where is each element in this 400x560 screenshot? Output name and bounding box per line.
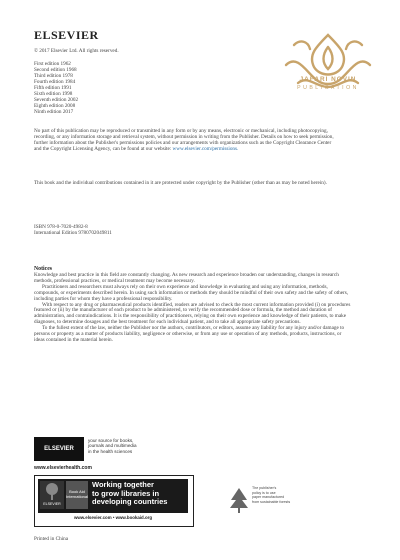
- copyright-line: © 2017 Elsevier Ltd. All rights reserved.: [34, 48, 119, 54]
- isbn: ISBN 978-0-7020-4982-8: [34, 224, 88, 230]
- wt-bookaid-logo: [66, 481, 88, 509]
- edition-item: Seventh edition 2002: [34, 97, 79, 103]
- notice-paragraph: Knowledge and best practice in this field are constantly changing. As new research and experience broaden our understanding, changes in research methods, professional practices, or medical treatment may become necessary.: [34, 272, 339, 284]
- rights-paragraph: [34, 128, 334, 152]
- edition-item: Fourth edition 1984: [34, 79, 76, 85]
- elsevier-health-logo: ELSEVIER: [34, 437, 84, 461]
- permissions-link[interactable]: www.elsevier.com/permissions.: [172, 146, 239, 152]
- wt-line: Working together: [92, 480, 154, 489]
- notice-paragraph: With respect to any drug or pharmaceutical products identified, readers are advised to check the most current information provided (i) on procedures featured or (ii) by the manufacturer of each product to be administered, to verify the recommended dose or formula, the method and duration of administration, and contraindications. It is the responsibility of practitioners, relying on their own experience and knowledge of their patients, to make diagnoses, to determine dosages and the best treatment for each individual patient, and to take all appropriate safety precautions.: [34, 301, 351, 326]
- forest-policy: [252, 486, 302, 504]
- forest-line: The publisher's: [252, 486, 277, 490]
- edition-item: Ninth edition 2017: [34, 109, 74, 115]
- edition-item: Fifth edition 1991: [34, 85, 72, 91]
- notices-body: [34, 273, 352, 344]
- wt-urls: www.elsevier.com • www.bookaid.org: [73, 515, 153, 520]
- tagline-line: journals and multimedia: [88, 443, 137, 449]
- edition-item: Third edition 1978: [34, 73, 73, 79]
- edition-list: [34, 61, 78, 115]
- printed-in: Printed in China: [34, 536, 69, 542]
- watermark-sub: PUBLICATION: [297, 85, 359, 91]
- edition-item: Eighth edition 2008: [34, 103, 76, 109]
- forest-tree-icon: [228, 486, 250, 514]
- working-together-heading: [92, 481, 188, 507]
- forest-line: from sustainable forests: [252, 499, 291, 504]
- watermark-name: JAFARI NOVIN: [299, 76, 357, 83]
- edition-item: Second edition 1968: [34, 67, 77, 73]
- international-edition: International Edition 9780702049811: [34, 230, 112, 236]
- rights-text: No part of this publication may be reproduced or transmitted in any form or by any means, electronic or mechanical, including photocopying, recording, or any information storage and retrieval system, without permission in writing from the Publisher. Details on how to seek permission, further information about the Publisher's permissions policies and our arrangements with organizations such as the Copyright Clearance Center and the Copyright Licensing Agency, can be found at our website:: [34, 128, 334, 152]
- notice-paragraph: Practitioners and researchers must always rely on their own experience and knowledge in evaluating and using any information, methods, compounds, or experiments described herein. In using such information or methods they should be mindful of their own safety and the safety of others, including parties for whom they have a professional responsibility.: [34, 283, 349, 302]
- edition-item: Sixth edition 1998: [34, 91, 73, 97]
- wt-elsevier-logo: [40, 481, 64, 509]
- isbn-block: [34, 224, 112, 236]
- health-tagline: [88, 438, 137, 454]
- wt-line: developing countries: [92, 497, 168, 507]
- bookaid-line: International: [66, 494, 89, 499]
- tagline-line: in the health sciences: [88, 448, 133, 454]
- bookaid-line: Book Aid: [69, 489, 85, 494]
- edition-item: First edition 1962: [34, 61, 71, 67]
- forest-line: paper manufactured: [252, 495, 285, 499]
- publisher-logo: ELSEVIER: [34, 28, 99, 42]
- tagline-line: your source for books,: [88, 438, 134, 443]
- wt-line: to grow libraries in: [92, 488, 160, 498]
- protected-paragraph: This book and the individual contributions contained in it are protected under copyright by the Publisher (other than as may be noted herein).: [34, 180, 327, 186]
- notice-paragraph: To the fullest extent of the law, neither the Publisher nor the authors, contributors, or editors, assume any liability for any injury and/or damage to persons or property as a matter of products liability, negligence or otherwise, or from any use or operation of any methods, products, instructions, or ideas contained in the material herein.: [34, 325, 345, 343]
- tree-icon: [40, 481, 64, 501]
- forest-line: policy is to use: [252, 490, 276, 495]
- health-url: www.elsevierhealth.com: [34, 465, 92, 471]
- notices-title: Notices: [34, 266, 53, 272]
- wt-elsevier-label: ELSEVIER: [43, 502, 61, 506]
